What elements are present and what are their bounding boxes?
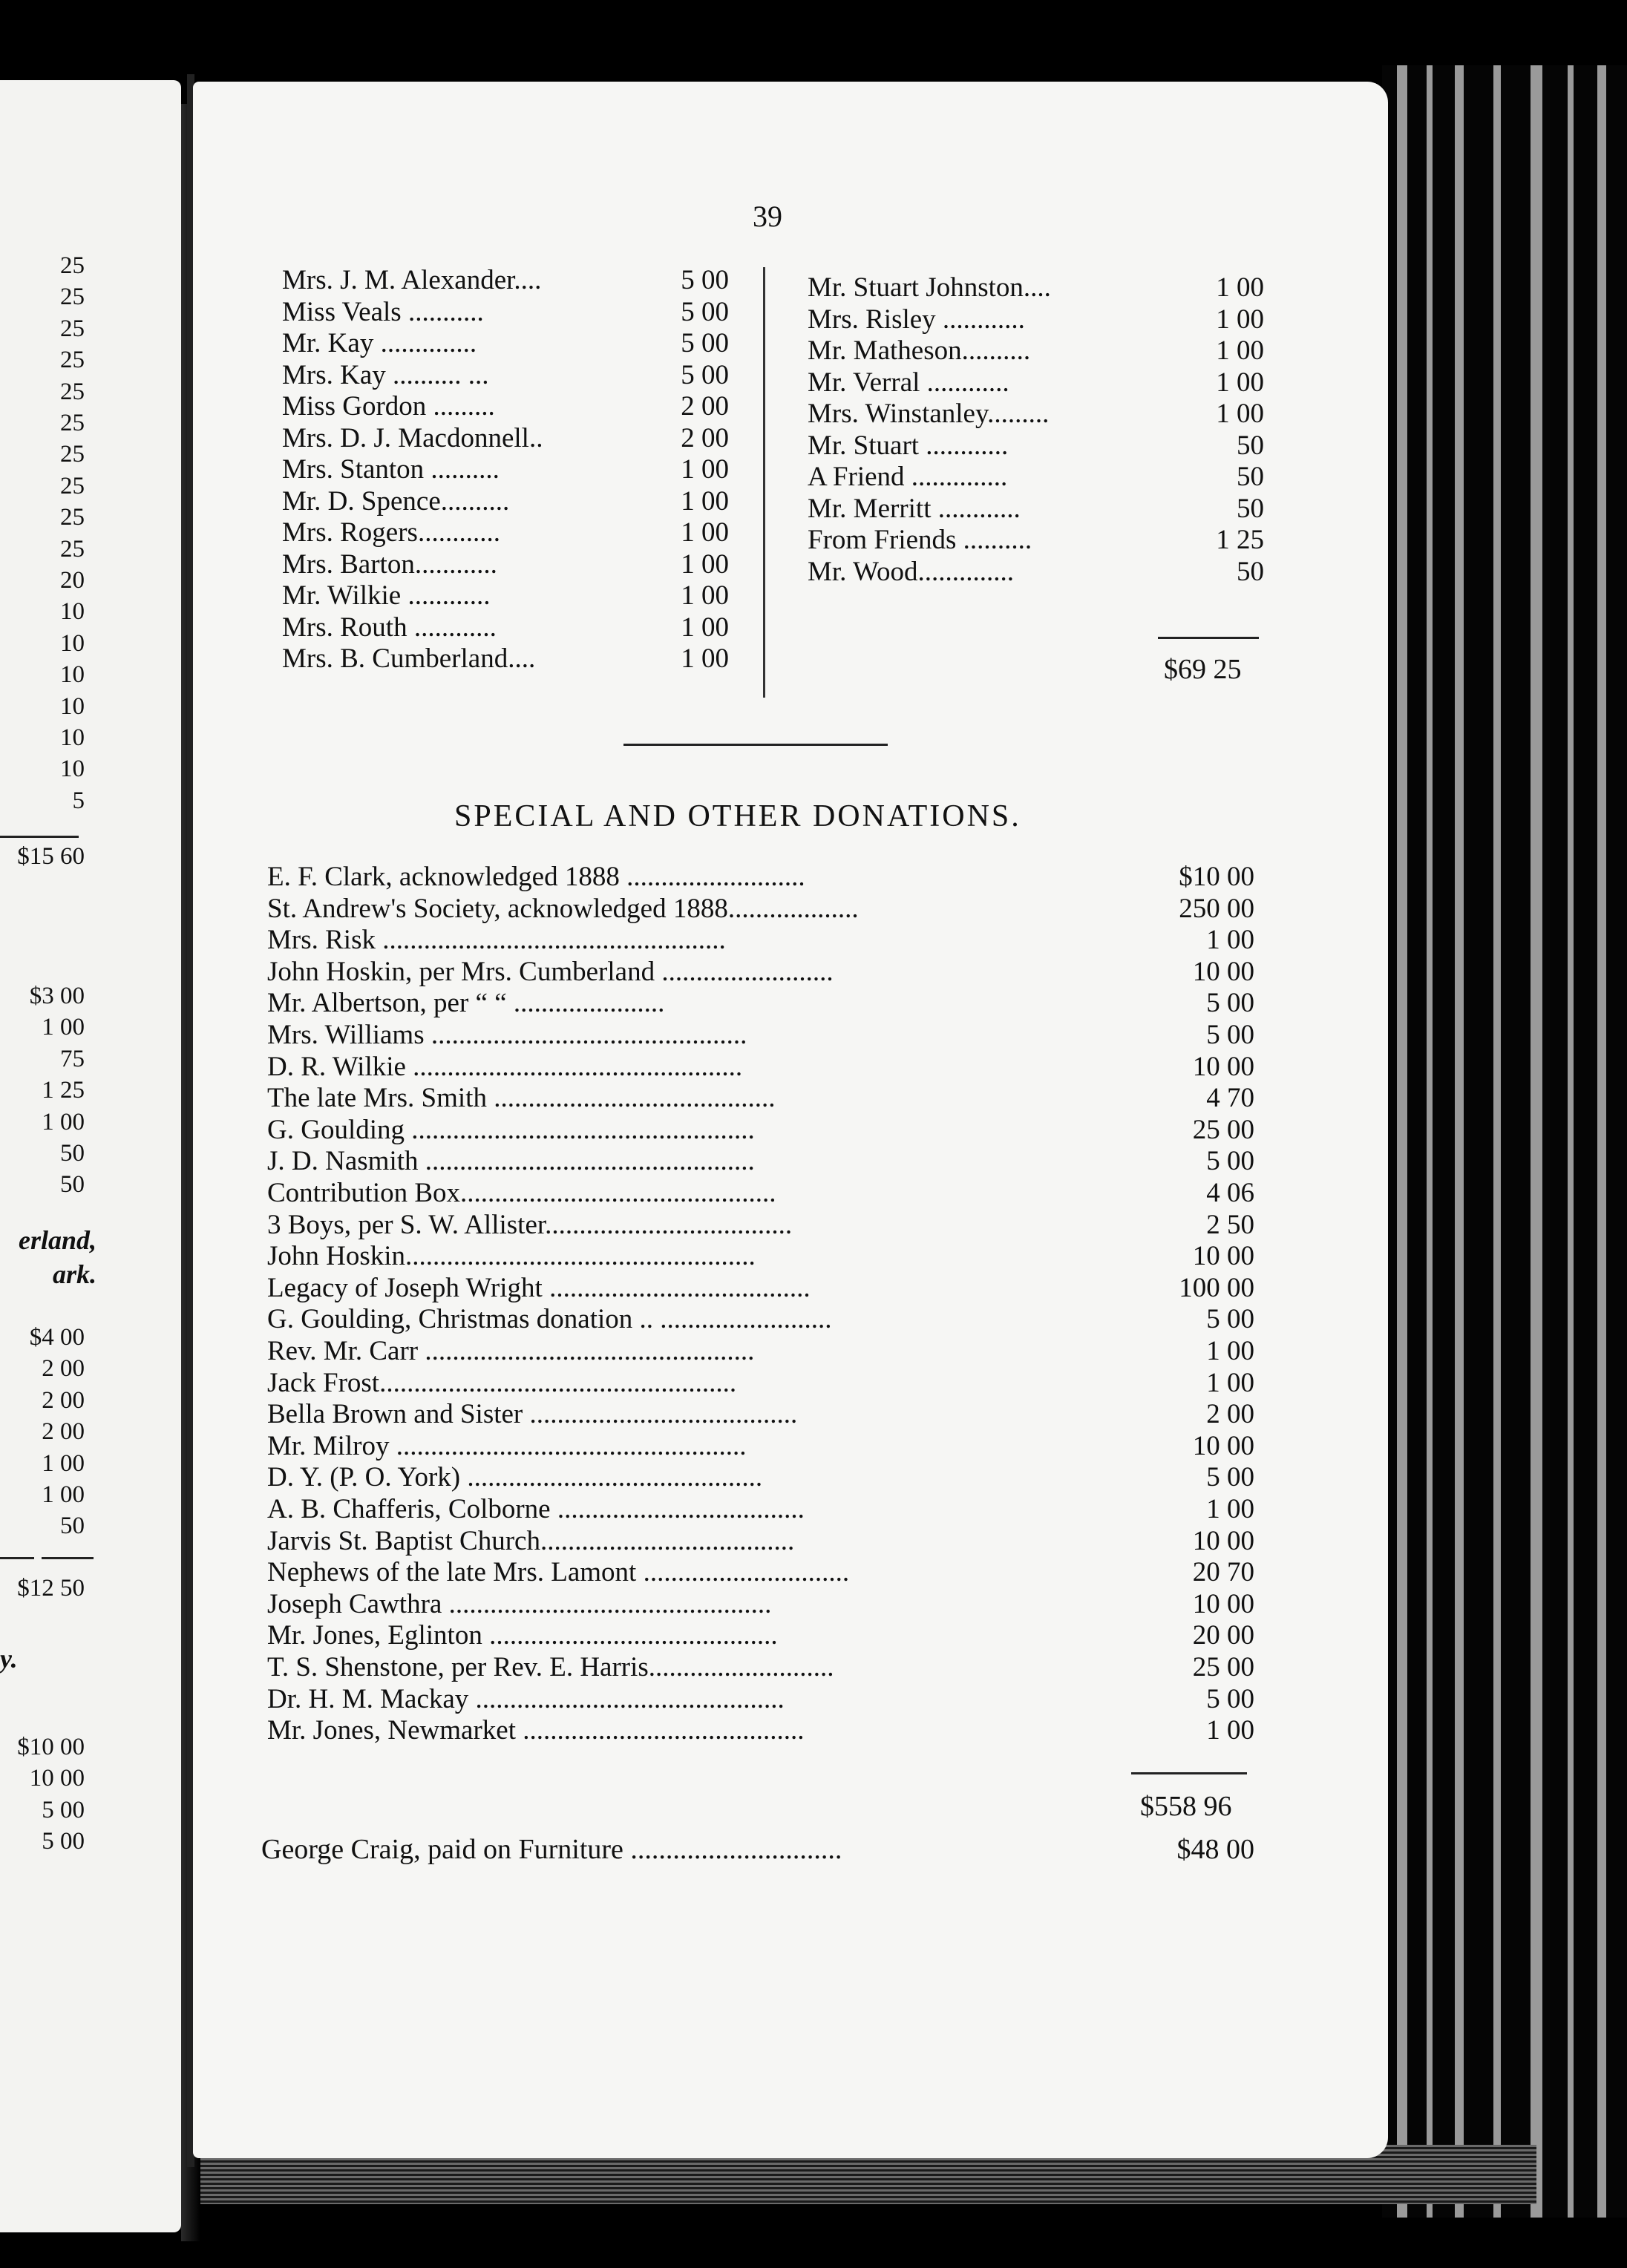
donation-amount: 2 00 bbox=[681, 391, 729, 422]
donor-name: Jack Frost.................................................... bbox=[267, 1367, 737, 1398]
donor-name: Rev. Mr. Carr ................................................ bbox=[267, 1336, 755, 1366]
left-page-amount: 10 bbox=[60, 629, 85, 657]
donor-name: D. Y. (P. O. York) ........................................... bbox=[267, 1462, 763, 1493]
donation-amount: 1 00 bbox=[681, 517, 729, 548]
list-row bbox=[282, 517, 729, 548]
right-column-total: $69 25 bbox=[1164, 654, 1242, 685]
donor-name: The late Mrs. Smith ......................................... bbox=[267, 1083, 776, 1114]
donation-row bbox=[267, 1240, 1254, 1272]
donor-name: Mr. Stuart Johnston.... bbox=[808, 272, 1051, 303]
list-row bbox=[282, 580, 729, 612]
donor-name: Mrs. D. J. Macdonnell.. bbox=[282, 422, 543, 453]
list-row bbox=[808, 493, 1264, 525]
donor-name: From Friends .......... bbox=[808, 525, 1032, 555]
donation-amount: 50 bbox=[1237, 462, 1264, 492]
left-page-amount: 50 bbox=[60, 1140, 85, 1167]
left-page-amount: 10 00 bbox=[29, 1765, 85, 1792]
donation-amount: 50 bbox=[1237, 556, 1264, 587]
donation-amount: 5 00 bbox=[681, 328, 729, 358]
donor-name: Dr. H. M. Mackay ............................................. bbox=[267, 1683, 785, 1714]
left-page-amount: 10 bbox=[60, 692, 85, 720]
left-page-total: $15 60 bbox=[17, 843, 85, 870]
donation-row bbox=[267, 987, 1254, 1019]
donation-amount: 50 bbox=[1237, 430, 1264, 461]
list-row bbox=[808, 398, 1264, 430]
list-row bbox=[808, 430, 1264, 462]
left-page-amount: 1 00 bbox=[42, 1014, 85, 1041]
donation-amount: 1 00 bbox=[681, 548, 729, 580]
donor-name: Mrs. Kay .......... ... bbox=[282, 359, 489, 390]
left-page-amount: 2 00 bbox=[42, 1418, 85, 1446]
left-page-amount: 5 00 bbox=[42, 1828, 85, 1855]
donor-name: Mr. Matheson.......... bbox=[808, 335, 1031, 366]
left-page-fragment: y. bbox=[0, 1644, 18, 1674]
left-page-amount: 50 bbox=[60, 1512, 85, 1540]
donor-name: John Hoskin................................................... bbox=[267, 1241, 756, 1272]
furniture-line bbox=[261, 1833, 1254, 1866]
donor-name: Bella Brown and Sister ....................................... bbox=[267, 1399, 798, 1430]
donor-name: T. S. Shenstone, per Rev. E. Harris........................... bbox=[267, 1652, 834, 1682]
donor-name: St. Andrew's Society, acknowledged 1888................... bbox=[267, 893, 859, 924]
donation-row bbox=[267, 1461, 1254, 1493]
left-page-amount: 25 bbox=[60, 252, 85, 279]
donor-name: G. Goulding .................................................. bbox=[267, 1114, 755, 1145]
donation-row bbox=[267, 1398, 1254, 1430]
total-rule bbox=[1131, 1772, 1247, 1774]
donor-name: G. Goulding, Christmas donation .. ......................... bbox=[267, 1304, 832, 1335]
donation-amount: 1 00 bbox=[1206, 1367, 1254, 1398]
page-number: 39 bbox=[753, 200, 782, 233]
list-row bbox=[282, 643, 729, 675]
total-rule bbox=[1158, 637, 1259, 639]
left-facing-page bbox=[0, 80, 181, 2232]
donation-amount: 1 00 bbox=[1206, 1336, 1254, 1366]
donor-name: Mrs. Rogers............ bbox=[282, 517, 500, 548]
left-page-amount: 75 bbox=[60, 1045, 85, 1072]
left-page-amount: 1 00 bbox=[42, 1449, 85, 1477]
donation-amount: 4 70 bbox=[1206, 1083, 1254, 1114]
donation-amount: 5 00 bbox=[1206, 988, 1254, 1019]
donor-name: J. D. Nasmith ................................................ bbox=[267, 1146, 755, 1177]
left-page-total: $12 50 bbox=[17, 1575, 85, 1602]
donation-row bbox=[267, 1177, 1254, 1209]
left-page-rule bbox=[0, 1557, 34, 1559]
donation-amount: 1 00 bbox=[681, 612, 729, 643]
donation-row bbox=[267, 1303, 1254, 1335]
donation-row bbox=[267, 893, 1254, 925]
list-row bbox=[808, 272, 1264, 304]
left-page-amount: 25 bbox=[60, 284, 85, 311]
list-row bbox=[282, 264, 729, 296]
donor-name: Mr. Merritt ............ bbox=[808, 493, 1021, 524]
left-page-amount: $10 00 bbox=[17, 1734, 85, 1760]
donor-name: John Hoskin, per Mrs. Cumberland ......................... bbox=[267, 956, 834, 987]
donor-name: Mr. Verral ............ bbox=[808, 367, 1009, 398]
donation-row bbox=[267, 1367, 1254, 1399]
list-row bbox=[282, 453, 729, 485]
donor-name: Mr. Stuart ............ bbox=[808, 430, 1009, 461]
list-row bbox=[808, 461, 1264, 493]
donor-name: Mr. Jones, Newmarket ......................................... bbox=[267, 1715, 805, 1746]
donation-amount: 2 50 bbox=[1206, 1209, 1254, 1240]
donation-row bbox=[267, 1335, 1254, 1367]
donation-amount: 1 00 bbox=[681, 485, 729, 517]
donation-row bbox=[267, 1082, 1254, 1114]
list-row bbox=[282, 548, 729, 580]
donor-name: Mrs. Risk .................................................. bbox=[267, 925, 726, 956]
left-page-rule bbox=[42, 1557, 94, 1559]
donor-name: A. B. Chafferis, Colborne .................................... bbox=[267, 1494, 805, 1524]
list-row bbox=[808, 335, 1264, 367]
donation-row bbox=[267, 1619, 1254, 1651]
donation-row bbox=[267, 1430, 1254, 1462]
left-page-amount: 25 bbox=[60, 472, 85, 499]
list-row bbox=[282, 359, 729, 391]
donor-name: Jarvis St. Baptist Church..................................... bbox=[267, 1525, 795, 1556]
donation-amount: 50 bbox=[1237, 493, 1264, 524]
donation-amount: 10 00 bbox=[1192, 1430, 1254, 1461]
donation-amount: 10 00 bbox=[1192, 1588, 1254, 1619]
donor-name: Mr. D. Spence.......... bbox=[282, 485, 510, 517]
left-page-amount: 25 bbox=[60, 315, 85, 342]
donation-row bbox=[267, 1493, 1254, 1525]
donor-name: Mr. Wilkie ............ bbox=[282, 580, 491, 611]
list-row bbox=[808, 304, 1264, 335]
donor-name: Mr. Jones, Eglinton .......................................... bbox=[267, 1620, 778, 1651]
donation-row bbox=[267, 1209, 1254, 1241]
donation-row bbox=[267, 1272, 1254, 1304]
donor-name: Mr. Kay .............. bbox=[282, 328, 477, 358]
donor-name: Miss Veals ........... bbox=[282, 296, 484, 327]
donation-amount: 1 00 bbox=[1216, 399, 1264, 429]
donation-amount: 5 00 bbox=[1206, 1683, 1254, 1714]
donation-amount: 5 00 bbox=[1206, 1020, 1254, 1050]
column-divider bbox=[763, 267, 765, 698]
left-page-amount: $4 00 bbox=[29, 1324, 85, 1351]
donation-amount: 5 00 bbox=[1206, 1304, 1254, 1335]
subscriber-list-left bbox=[282, 264, 729, 675]
donation-amount: 1 00 bbox=[681, 643, 729, 674]
donor-name: E. F. Clark, acknowledged 1888 .......................... bbox=[267, 862, 805, 892]
list-row bbox=[282, 485, 729, 517]
donation-row bbox=[267, 861, 1254, 893]
donor-name: Mr. Milroy ................................................... bbox=[267, 1430, 747, 1461]
donation-row bbox=[267, 1714, 1254, 1746]
donation-amount: 1 00 bbox=[1216, 335, 1264, 366]
donation-row bbox=[267, 1145, 1254, 1177]
donation-row bbox=[267, 1525, 1254, 1557]
donor-name: D. R. Wilkie ................................................ bbox=[267, 1051, 743, 1082]
left-page-fragment: erland, bbox=[18, 1225, 96, 1255]
donation-amount: $48 00 bbox=[1176, 1834, 1254, 1865]
left-page-amount: 10 bbox=[60, 724, 85, 751]
list-row bbox=[282, 327, 729, 359]
donor-name: Mrs. Routh ............ bbox=[282, 612, 497, 643]
donation-amount: 5 00 bbox=[681, 265, 729, 295]
donation-row bbox=[267, 1556, 1254, 1588]
donor-name: Contribution Box.............................................. bbox=[267, 1178, 776, 1208]
donation-amount: 2 00 bbox=[681, 422, 729, 453]
donation-row bbox=[267, 956, 1254, 988]
donor-name: Mrs. Winstanley......... bbox=[808, 399, 1050, 429]
donation-amount: 1 00 bbox=[1206, 925, 1254, 956]
donation-amount: 1 00 bbox=[1206, 1494, 1254, 1524]
list-row bbox=[282, 422, 729, 454]
left-page-amount: 10 bbox=[60, 598, 85, 626]
left-page-amount: 20 bbox=[60, 567, 85, 594]
donation-amount: 5 00 bbox=[681, 359, 729, 390]
donation-row bbox=[267, 924, 1254, 956]
list-row bbox=[282, 612, 729, 643]
left-page-amount: 50 bbox=[60, 1171, 85, 1199]
donation-amount: $10 00 bbox=[1179, 862, 1254, 892]
donor-name: Mr. Albertson, per “ “ ...................... bbox=[267, 988, 665, 1019]
donation-amount: 25 00 bbox=[1192, 1114, 1254, 1145]
section-divider bbox=[623, 744, 888, 746]
donor-name: Mrs. Barton............ bbox=[282, 548, 497, 580]
left-page-amount: 25 bbox=[60, 410, 85, 436]
left-page-amount: 1 00 bbox=[42, 1481, 85, 1508]
donation-amount: 25 00 bbox=[1192, 1652, 1254, 1682]
donor-name: Mr. Wood.............. bbox=[808, 556, 1014, 587]
donor-name: Mrs. Stanton .......... bbox=[282, 454, 500, 485]
left-page-rule bbox=[0, 836, 79, 838]
list-row bbox=[282, 296, 729, 328]
donor-name: Nephews of the late Mrs. Lamont .............................. bbox=[267, 1557, 850, 1588]
donation-amount: 10 00 bbox=[1192, 1051, 1254, 1082]
donation-row bbox=[267, 1588, 1254, 1620]
list-row bbox=[282, 390, 729, 422]
donation-amount: 5 00 bbox=[681, 296, 729, 327]
donation-amount: 1 00 bbox=[1216, 304, 1264, 335]
donation-amount: 1 25 bbox=[1216, 525, 1264, 555]
left-page-amount: 25 bbox=[60, 504, 85, 531]
donation-amount: 5 00 bbox=[1206, 1146, 1254, 1177]
donor-name: Mrs. Risley ............ bbox=[808, 304, 1025, 335]
donor-name: 3 Boys, per S. W. Allister.................................... bbox=[267, 1209, 793, 1240]
left-page-amount: 25 bbox=[60, 441, 85, 468]
section-title: SPECIAL AND OTHER DONATIONS. bbox=[454, 799, 1021, 833]
left-page-amount: 25 bbox=[60, 535, 85, 563]
donor-name: Mrs. Williams .............................................. bbox=[267, 1020, 747, 1050]
subscriber-list-right bbox=[808, 272, 1264, 587]
list-row bbox=[808, 524, 1264, 556]
list-row bbox=[808, 367, 1264, 399]
left-page-amount: 25 bbox=[60, 378, 85, 405]
donation-amount: 5 00 bbox=[1206, 1462, 1254, 1493]
donation-amount: 10 00 bbox=[1192, 956, 1254, 987]
donation-amount: 1 00 bbox=[1206, 1715, 1254, 1746]
left-page-amount: 25 bbox=[60, 347, 85, 374]
left-page-amount: 2 00 bbox=[42, 1355, 85, 1383]
donor-name: Mrs. B. Cumberland.... bbox=[282, 643, 536, 674]
left-page-amount: 2 00 bbox=[42, 1386, 85, 1414]
donation-row bbox=[267, 1651, 1254, 1683]
left-page-amount: 5 bbox=[72, 787, 85, 814]
list-row bbox=[808, 556, 1264, 588]
donation-amount: 4 06 bbox=[1206, 1178, 1254, 1208]
donation-amount: 1 00 bbox=[1216, 367, 1264, 398]
donor-name: Joseph Cawthra ............................................... bbox=[267, 1588, 772, 1619]
donation-amount: 100 00 bbox=[1179, 1272, 1254, 1303]
donor-name: George Craig, paid on Furniture .............................. bbox=[261, 1834, 842, 1865]
donation-amount: 1 00 bbox=[681, 580, 729, 611]
donation-amount: 2 00 bbox=[1206, 1399, 1254, 1430]
left-page-amount: 1 25 bbox=[42, 1077, 85, 1104]
donation-amount: 20 70 bbox=[1192, 1557, 1254, 1588]
donation-row bbox=[267, 1114, 1254, 1146]
donation-amount: 10 00 bbox=[1192, 1525, 1254, 1556]
donor-name: Mrs. J. M. Alexander.... bbox=[282, 265, 542, 295]
donation-amount: 20 00 bbox=[1192, 1620, 1254, 1651]
left-page-amount: $3 00 bbox=[29, 983, 85, 1009]
left-page-fragment: ark. bbox=[52, 1259, 96, 1289]
page-stack-edges bbox=[1382, 65, 1627, 2218]
donation-row bbox=[267, 1051, 1254, 1083]
left-page-amount: 1 00 bbox=[42, 1108, 85, 1135]
donor-name: Legacy of Joseph Wright ...................................... bbox=[267, 1272, 811, 1303]
donation-amount: 1 00 bbox=[1216, 272, 1264, 303]
donor-name: A Friend .............. bbox=[808, 462, 1008, 492]
donation-row bbox=[267, 1683, 1254, 1715]
donor-name: Miss Gordon ......... bbox=[282, 391, 495, 422]
donations-total: $558 96 bbox=[1140, 1791, 1232, 1822]
left-page-amount: 10 bbox=[60, 756, 85, 783]
donation-amount: 250 00 bbox=[1179, 893, 1254, 924]
left-page-amount: 10 bbox=[60, 661, 85, 689]
donation-amount: 1 00 bbox=[681, 454, 729, 485]
left-page-amount: 5 00 bbox=[42, 1796, 85, 1823]
donation-row bbox=[267, 1019, 1254, 1051]
donation-amount: 10 00 bbox=[1192, 1241, 1254, 1272]
